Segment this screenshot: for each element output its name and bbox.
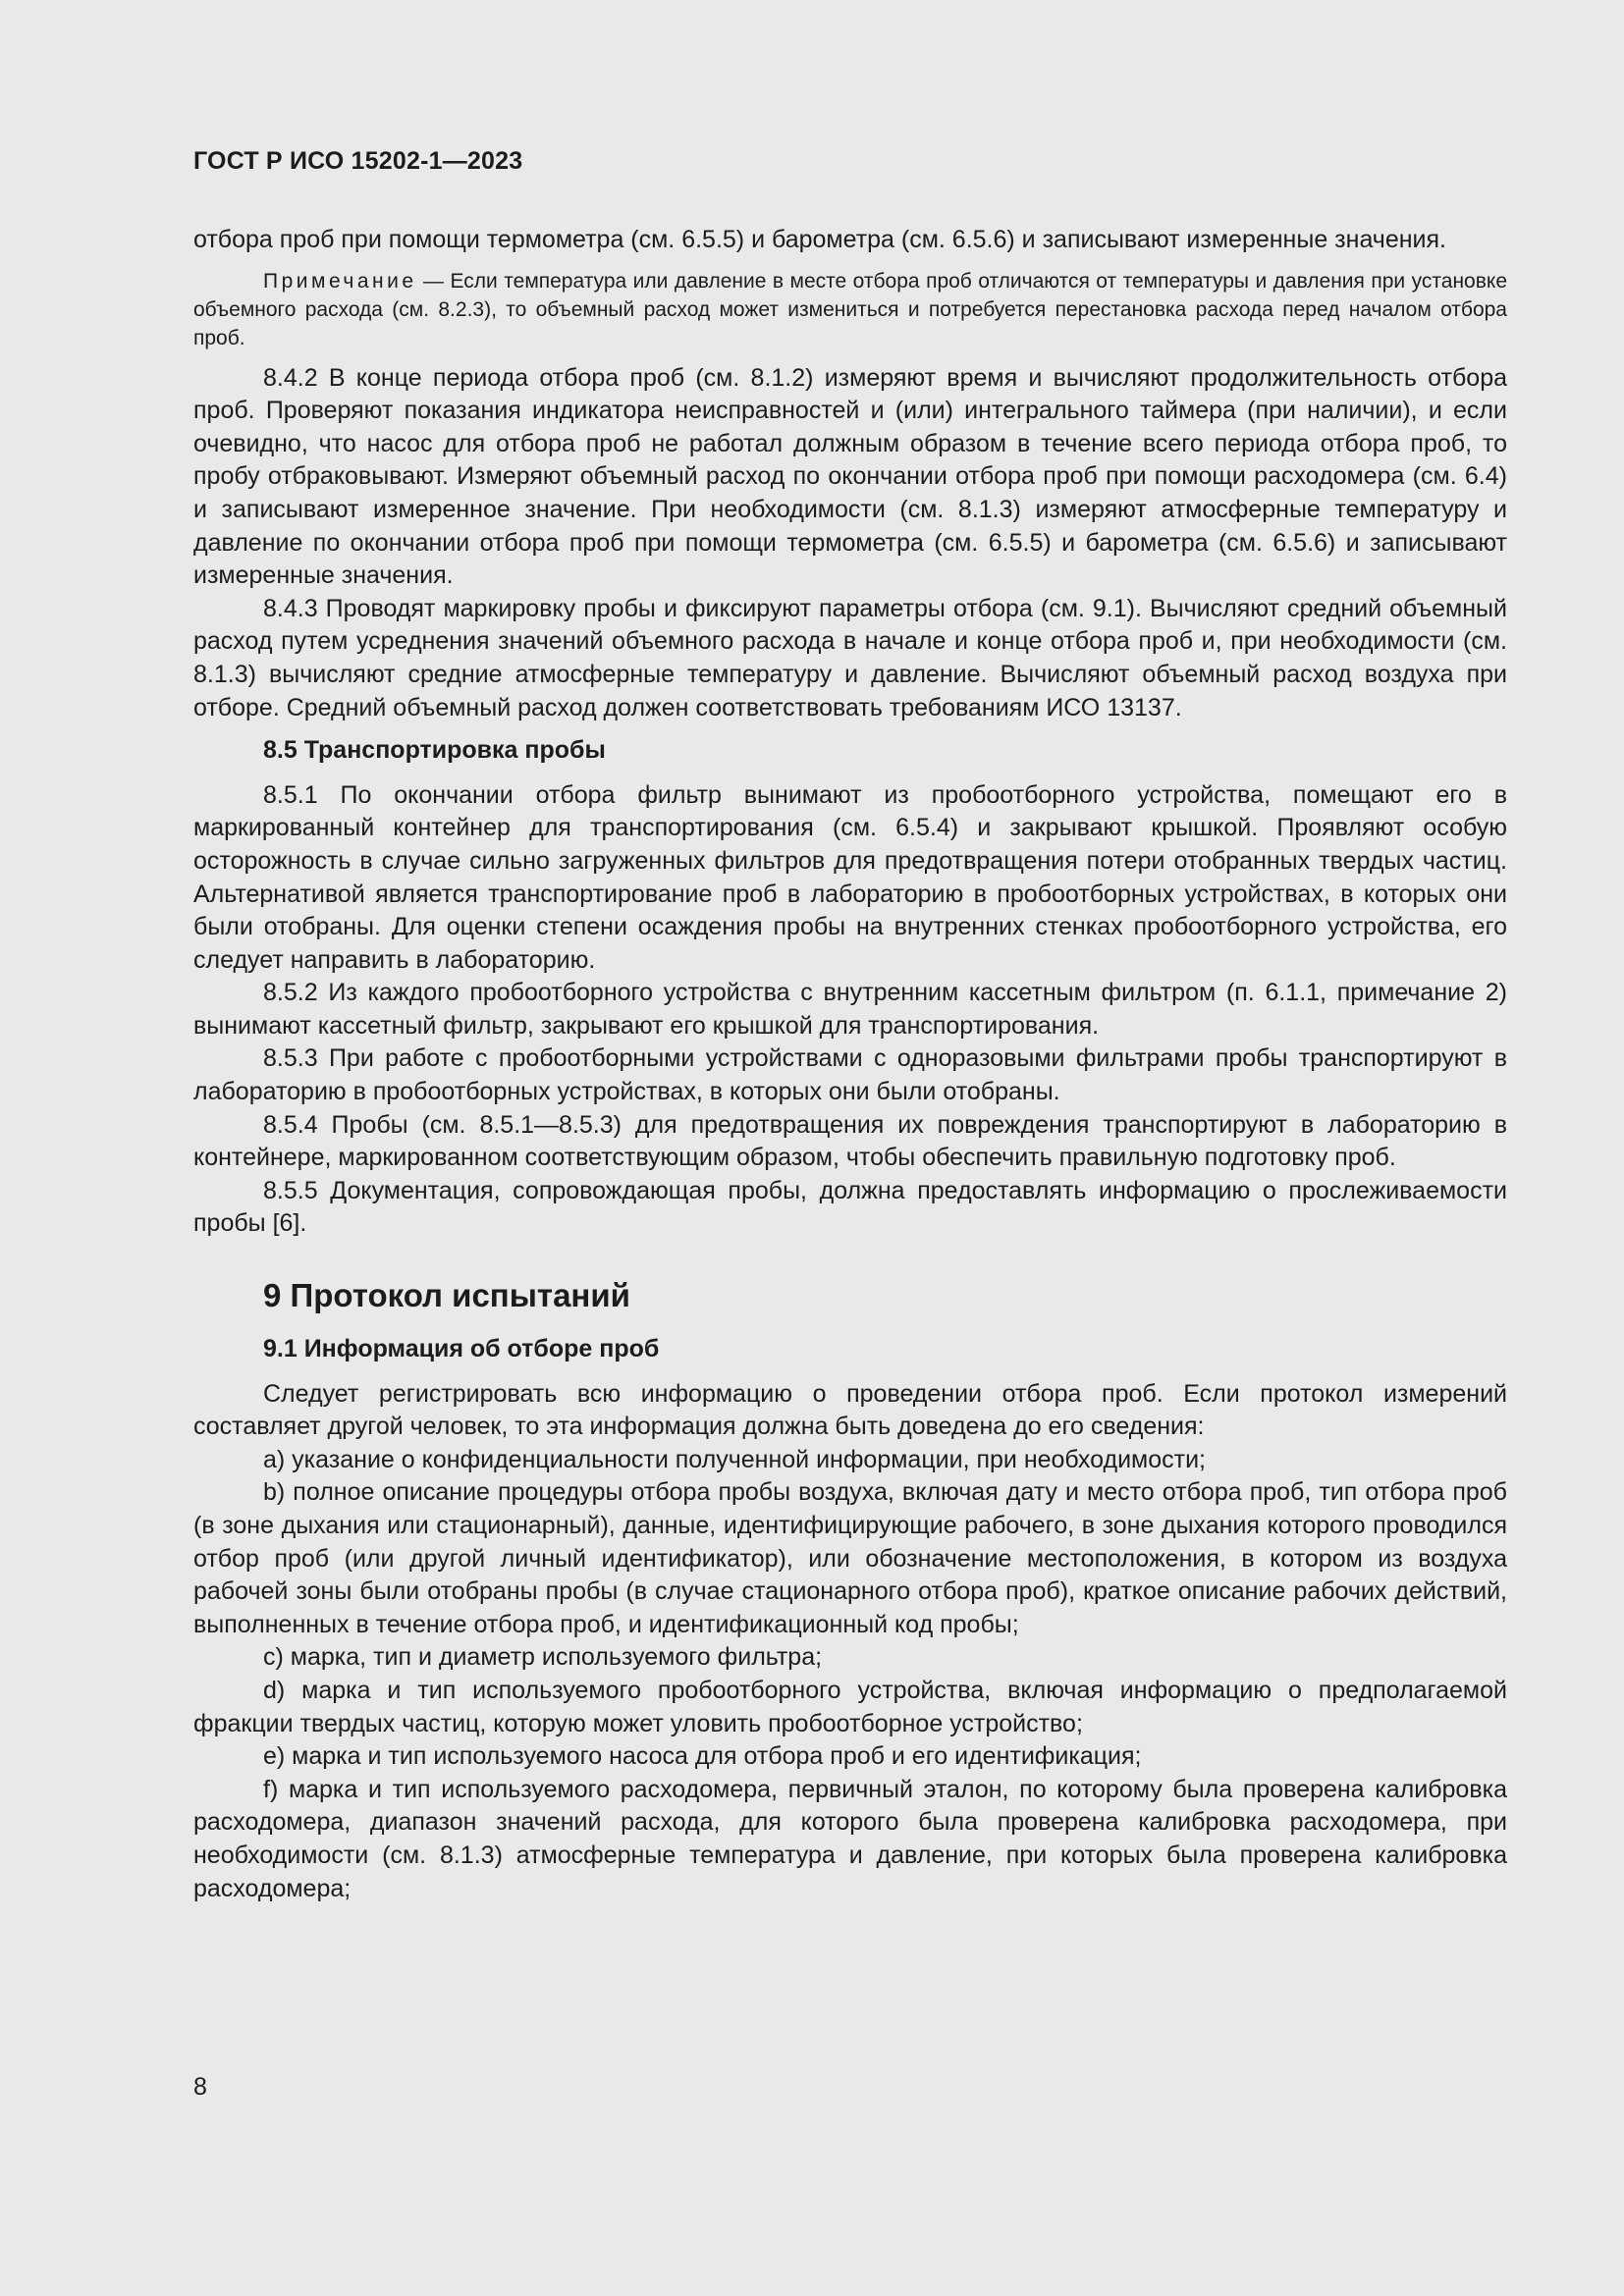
document-body — [193, 224, 1507, 1905]
paragraph-8-5-2: 8.5.2 Из каждого пробоотборного устройства с внутренним кассетным фильтром (п. 6.1.1, примечание 2) вынимают кассетный фильтр, закрывают его крышкой для транспортирования. — [193, 979, 1507, 1040]
paragraph-8-5-3: 8.5.3 При работе с пробоотборными устройствами с одноразовыми фильтрами пробы транспортируют в лабораторию в пробоотборных устройствах, в которых они были отобраны. — [193, 1044, 1507, 1106]
list-item-b: b) полное описание процедуры отбора пробы воздуха, включая дату и место отбора проб, тип отбора проб (в зоне дыхания или стационарный), данные, идентифицирующие рабочего, в зоне дыхания которого проводился отбор проб (или другой личный идентификатор), или обозначение местоположения, в котором из воздуха рабочей зоны были отобраны пробы (в случае стационарного отбора проб), краткое описание рабочих действий, выполненных в течение отбора проб, и идентификационный код пробы; — [193, 1478, 1507, 1638]
section-heading-9: 9 Протокол испытаний — [263, 1277, 630, 1314]
note-label: Примечание — [263, 269, 417, 293]
note-paragraph — [193, 267, 1507, 352]
paragraph-8-5-1: 8.5.1 По окончании отбора фильтр вынимают из пробоотборного устройства, помещают его в маркированный контейнер для транспортирования (см. 6.5.4) и закрывают крышкой. Проявляют особую осторожность в случае сильно загруженных фильтров для предотвращения потери отобранных твердых частиц. Альтернативой является транспортирование проб в лабораторию в пробоотборных устройствах, в которых они были отобраны. Для оценки степени осаждения пробы на внутренних стенках пробоотборного устройства, его следует направить в лабораторию. — [193, 780, 1507, 974]
paragraph-8-4-3: 8.4.3 Проводят маркировку пробы и фиксируют параметры отбора (см. 9.1). Вычисляют средний объемный расход путем усреднения значений объемного расхода в начале и конце отбора проб и, при необходимости (см. 8.1.3) вычисляют средние атмосферные температуру и давление. Вычисляют объемный расход воздуха при отборе. Средний объемный расход должен соответствовать требованиям ИСО 13137. — [193, 594, 1507, 721]
list-item-e: e) марка и тип используемого насоса для отбора проб и его идентификация; — [263, 1742, 1142, 1771]
paragraph-8-5-5: 8.5.5 Документация, сопровождающая пробы, должна предоставлять информацию о прослеживаемости пробы [6]. — [193, 1176, 1507, 1238]
list-item-d: d) марка и тип используемого пробоотборного устройства, включая информацию о предполагаемой фракции твердых частиц, которую может уловить пробоотборное устройство; — [193, 1676, 1507, 1737]
list-item-c: c) марка, тип и диаметр используемого фильтра; — [263, 1643, 823, 1672]
list-item-f: f) марка и тип используемого расходомера, первичный эталон, по которому была проверена калибровка расходомера, диапазон значений расхода, для которого была проверена калибровка расходомера, при необходимости (см. 8.1.3) атмосферные температура и давление, при которых была проверена калибровка расходомера; — [193, 1775, 1507, 1902]
list-item-a: а) указание о конфиденциальности полученной информации, при необходимости; — [263, 1445, 1206, 1473]
paragraph-8-4-2: 8.4.2 В конце периода отбора проб (см. 8.1.2) измеряют время и вычисляют продолжительность отбора проб. Проверяют показания индикатора неисправностей и (или) интегрального таймера (при наличии), и если очевидно, что насос для отбора проб не работал должным образом в течение всего периода отбора проб, то пробу отбраковывают. Измеряют объемный расход по окончании отбора проб при помощи расходомера (см. 6.4) и записывают измеренное значение. При необходимости (см. 8.1.3) измеряют атмосферные температуру и давление по окончании отбора проб при помощи термометра (см. 6.5.5) и барометра (см. 6.5.6) и записывают измеренные значения. — [193, 363, 1507, 590]
note-text: — Если температура или давление в месте отбора проб отличаются от температуры и давления при установке объемного расхода (см. 8.2.3), то объемный расход может измениться и потребуется перестановка расхода перед началом отбора проб. — [193, 269, 1507, 349]
section-heading-9-1: 9.1 Информация об отборе проб — [263, 1335, 660, 1363]
paragraph-9-1-intro: Следует регистрировать всю информацию о проведении отбора проб. Если протокол измерений составляет другой человек, то эта информация должна быть доведена до его сведения: — [193, 1379, 1507, 1441]
paragraph-8-5-4: 8.5.4 Пробы (см. 8.5.1—8.5.3) для предотвращения их повреждения транспортируют в лабораторию в контейнере, маркированном соответствующим образом, чтобы обеспечить правильную подготовку проб. — [193, 1110, 1507, 1172]
page-number: 8 — [193, 2073, 207, 2101]
paragraph-continuation: отбора проб при помощи термометра (см. 6.5.5) и барометра (см. 6.5.6) и записывают измеренные значения. — [193, 226, 1446, 253]
document-header: ГОСТ Р ИСО 15202-1—2023 — [193, 147, 523, 175]
section-heading-8-5: 8.5 Транспортировка пробы — [263, 736, 606, 765]
